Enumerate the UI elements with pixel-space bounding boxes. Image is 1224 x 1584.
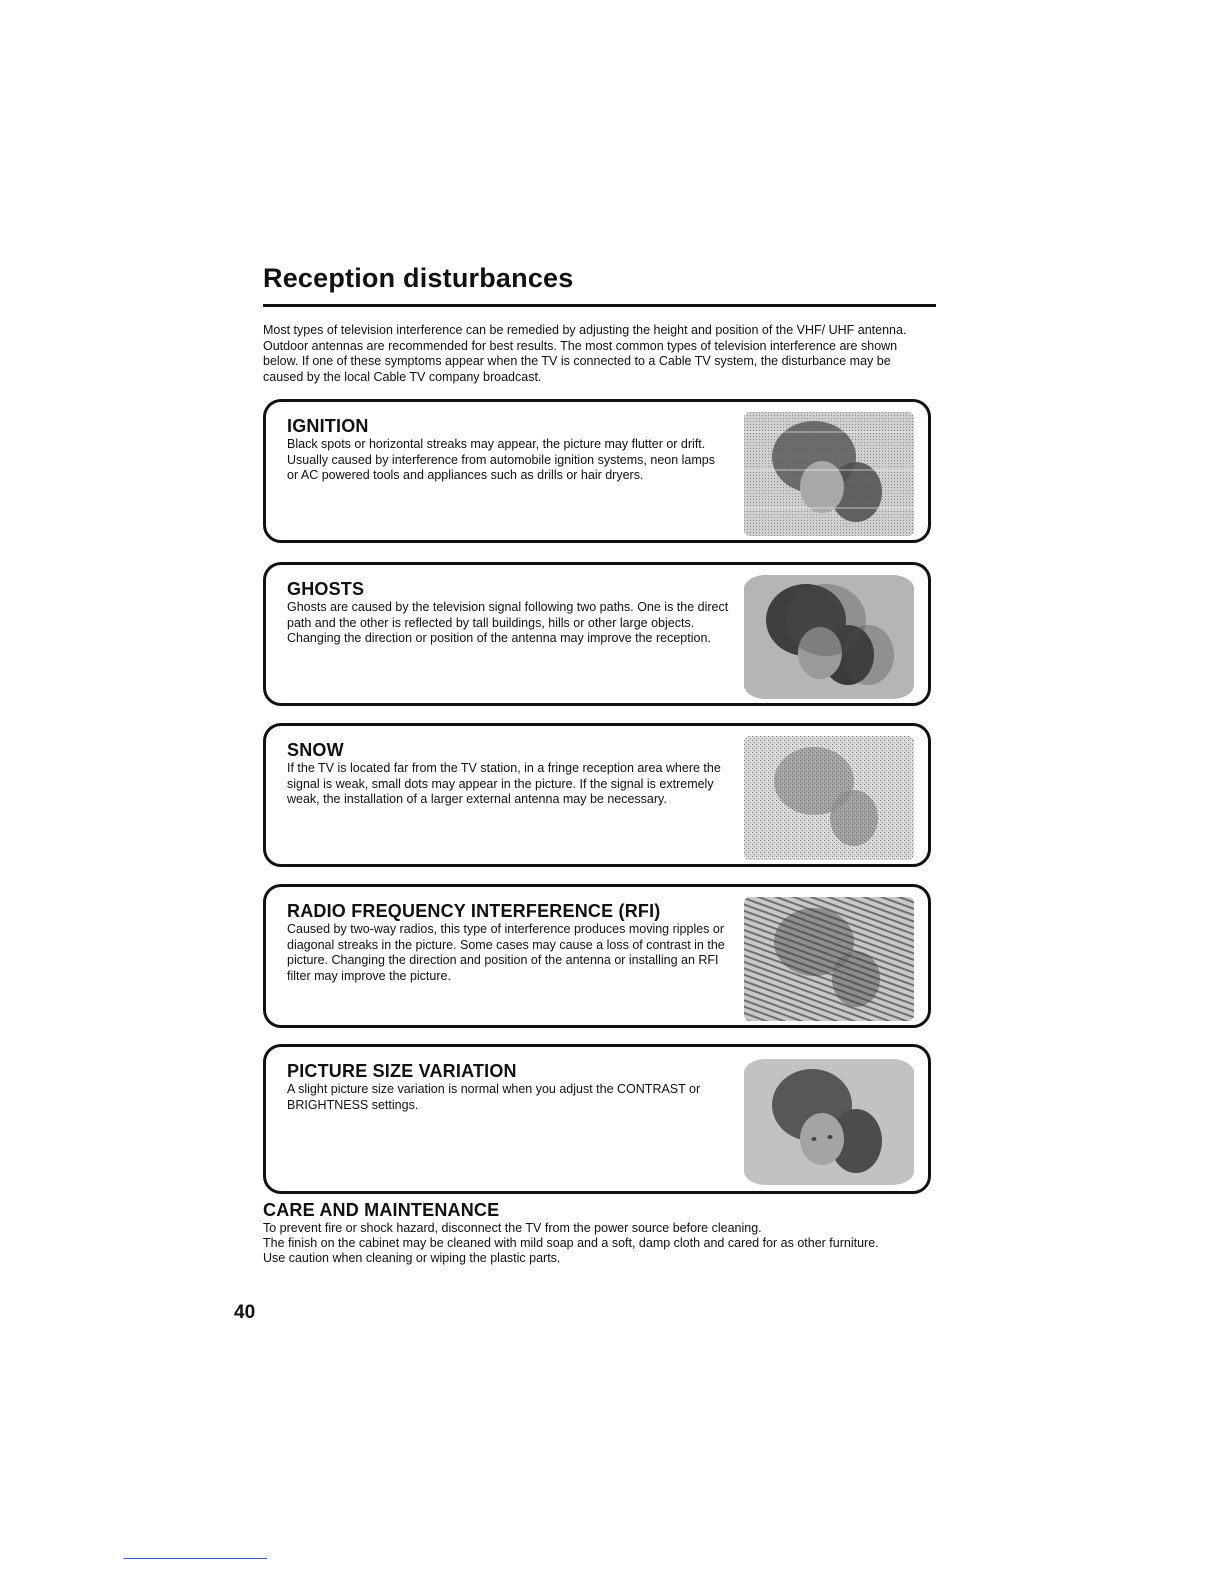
section-ignition <box>263 399 931 543</box>
title-divider <box>263 304 936 307</box>
section-heading: GHOSTS <box>287 579 365 599</box>
section-body: Ghosts are caused by the television signal following two paths. One is the direct path and the other is reflected by tall buildings, hills or other large objects. Changing the direction or position of the antenna may improve the reception. <box>287 600 729 645</box>
page-title: Reception disturbances <box>263 263 574 293</box>
section-picture-size-variation <box>263 1044 931 1194</box>
care-line: The finish on the cabinet may be cleaned with mild soap and a soft, damp cloth and cared for as other furniture. <box>263 1236 879 1250</box>
section-body: A slight picture size variation is normal when you adjust the CONTRAST or BRIGHTNESS settings. <box>287 1082 701 1112</box>
care-line: Use caution when cleaning or wiping the plastic parts. <box>263 1251 561 1265</box>
page-number: 40 <box>234 1302 256 1323</box>
section-body: Black spots or horizontal streaks may appear, the picture may flutter or drift. Usually caused by interference from automobile ignition systems, neon lamps or AC powered tools and appliances such as drills or hair dryers. <box>287 437 715 482</box>
section-body: If the TV is located far from the TV station, in a fringe reception area where the signal is weak, small dots may appear in the picture. If the signal is extremely weak, the installation of a larger external antenna may be necessary. <box>287 761 721 806</box>
bottom-divider <box>124 1558 267 1559</box>
tv-snow-image <box>744 736 914 860</box>
tv-ignition-interference-image <box>744 412 914 536</box>
section-ghosts <box>263 562 931 706</box>
care-line: To prevent fire or shock hazard, disconnect the TV from the power source before cleaning. <box>263 1221 762 1235</box>
intro-paragraph: Most types of television interference can be remedied by adjusting the height and position of the VHF/ UHF antenna. Outdoor antennas are recommended for best results. The most common types of television interference are shown below. If one of these symptoms appear when the TV is connected to a Cable TV system, the disturbance may be caused by the local Cable TV company broadcast. <box>263 323 907 384</box>
section-body: Caused by two-way radios, this type of interference produces moving ripples or diagonal streaks in the picture. Some cases may cause a loss of contrast in the picture. Changing the direction and position of the antenna or installing an RFI filter may improve the picture. <box>287 922 725 983</box>
tv-rfi-image <box>744 897 914 1021</box>
care-heading: CARE AND MAINTENANCE <box>263 1200 500 1220</box>
section-snow <box>263 723 931 867</box>
tv-size-variation-image <box>744 1059 914 1185</box>
section-heading: SNOW <box>287 740 344 760</box>
section-heading: RADIO FREQUENCY INTERFERENCE (RFI) <box>287 901 661 921</box>
tv-ghost-image <box>744 575 914 699</box>
section-rfi <box>263 884 931 1028</box>
section-heading: PICTURE SIZE VARIATION <box>287 1061 517 1081</box>
section-heading: IGNITION <box>287 416 369 436</box>
